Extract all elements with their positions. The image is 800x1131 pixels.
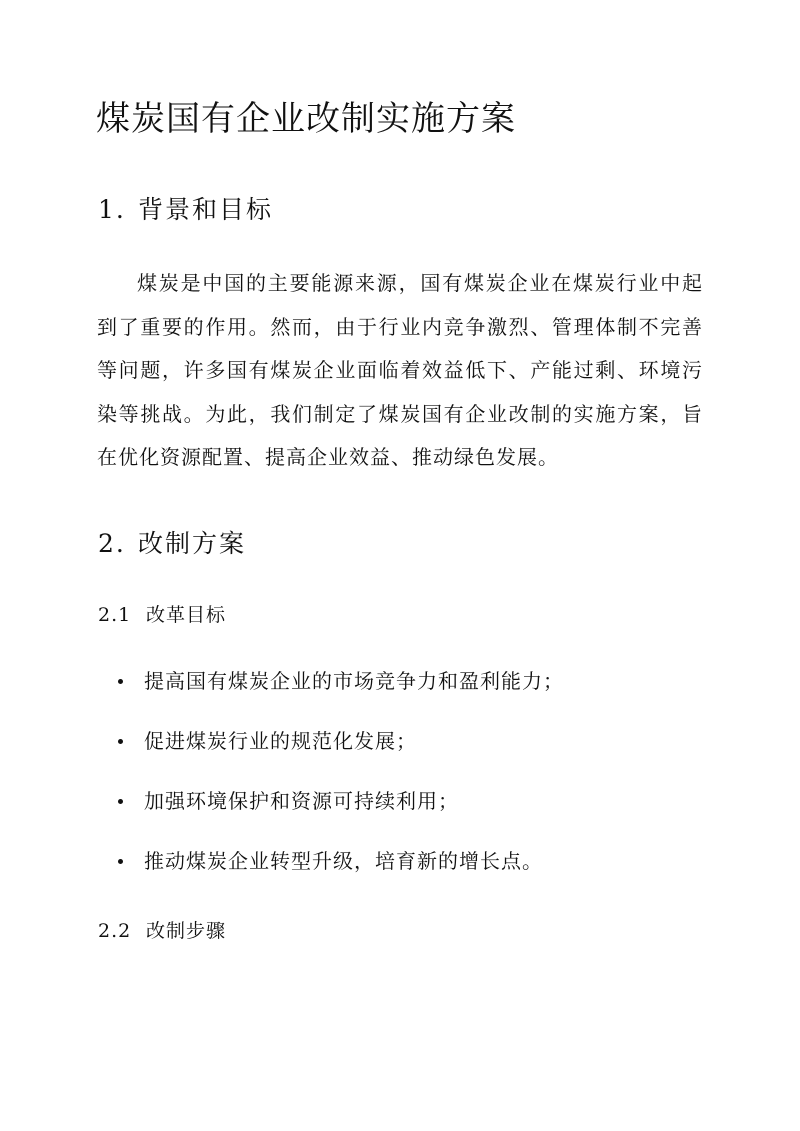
subsection-number: 2.2: [98, 920, 132, 942]
bullet-dot-icon: [118, 739, 123, 744]
subsection-number: 2.1: [98, 604, 132, 626]
list-item-text: 加强环境保护和资源可持续利用；: [144, 789, 459, 813]
list-item: [97, 663, 564, 723]
subsection-heading-goals: [98, 601, 226, 629]
section-number: 2.: [98, 529, 126, 558]
goals-list: [97, 663, 564, 903]
document-title: 煤炭国有企业改制实施方案: [96, 99, 516, 139]
list-item: [97, 723, 564, 783]
subsection-title: 改革目标: [146, 604, 227, 626]
subsection-heading-steps: [98, 917, 226, 945]
list-item: [97, 783, 564, 843]
section-heading-background: [98, 193, 273, 227]
list-item-text: 提高国有煤炭企业的市场竞争力和盈利能力；: [144, 669, 564, 693]
bullet-dot-icon: [118, 799, 123, 804]
subsection-title: 改制步骤: [146, 920, 227, 942]
list-item-text: 促进煤炭行业的规范化发展；: [144, 729, 417, 753]
section-number: 1.: [98, 195, 126, 224]
section-heading-plan: [98, 527, 246, 561]
section-title: 改制方案: [138, 529, 247, 558]
bullet-dot-icon: [118, 859, 123, 864]
list-item: [97, 843, 564, 903]
bullet-dot-icon: [118, 679, 123, 684]
list-item-text: 推动煤炭企业转型升级，培育新的增长点。: [144, 849, 543, 873]
section-title: 背景和目标: [138, 195, 274, 224]
background-paragraph: 煤炭是中国的主要能源来源，国有煤炭企业在煤炭行业中起到了重要的作用。然而，由于行业内竞争激烈、管理体制不完善等问题，许多国有煤炭企业面临着效益低下、产能过剩、环境污染等挑战。为此，我们制定了煤炭国有企业改制的实施方案，旨在优化资源配置、提高企业效益、推动绿色发展。: [97, 271, 703, 469]
